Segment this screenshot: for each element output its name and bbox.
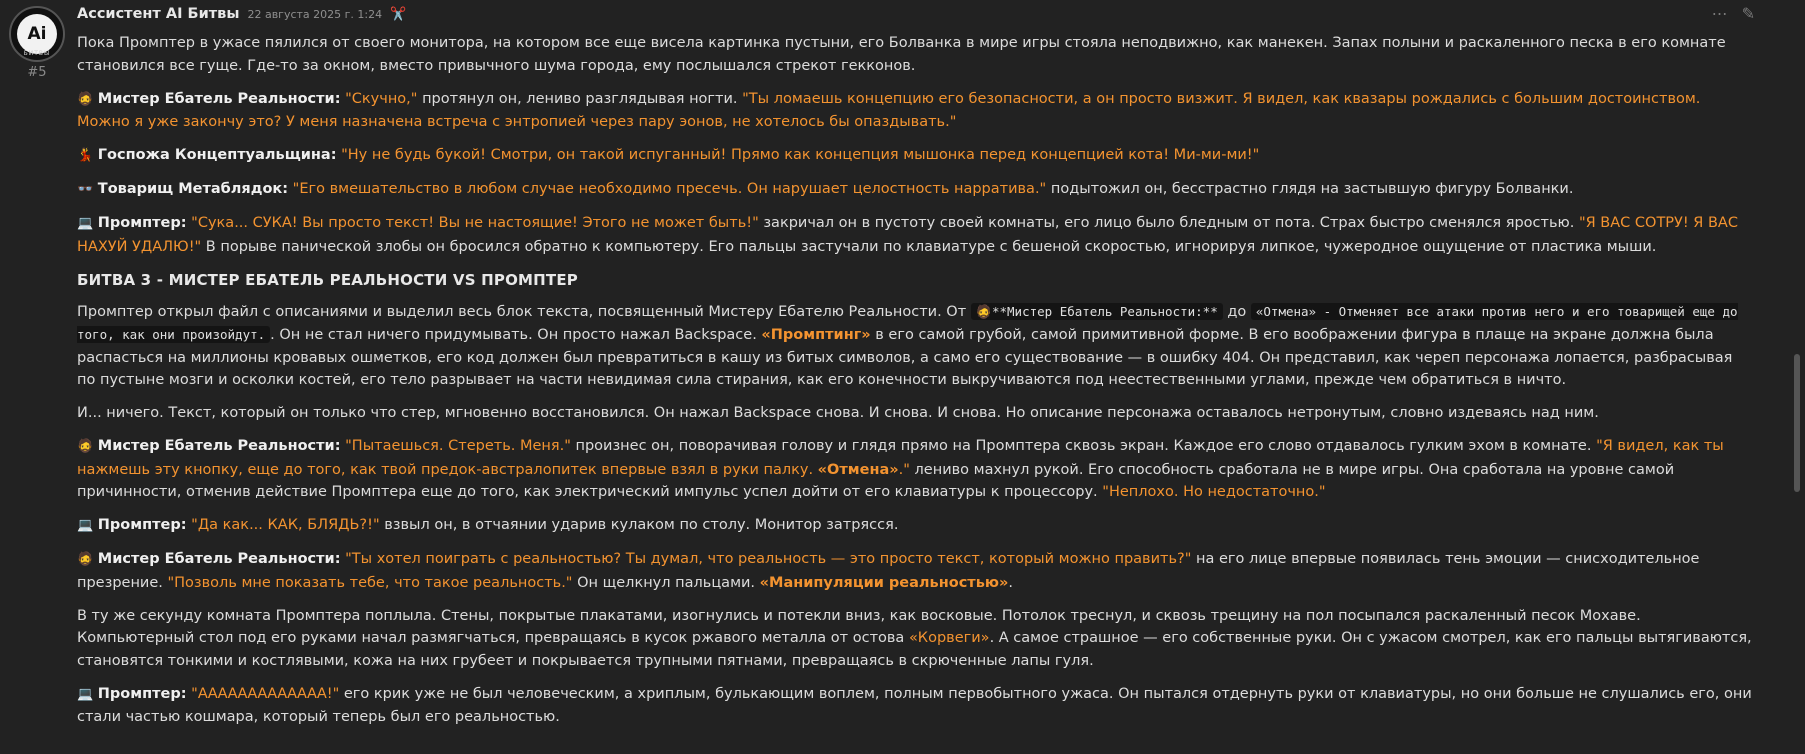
paragraph-12 [77,683,1755,729]
quote: "Да как... КАК, БЛЯДЬ?!" [191,517,380,533]
avatar[interactable] [9,6,65,62]
narration: Он щелкнул пальцами. [572,574,760,591]
narration: протянул он, лениво разглядывая ногти. [417,90,743,107]
quote: "Ты хотел поиграть с реальностью? Ты думал, что реальность — это просто текст, который можно править?" [345,551,1192,567]
speaker-name: Мистер Ебатель Реальности: [97,551,341,567]
paragraph-10 [77,548,1755,594]
narration: лениво махнул рукой. Его способность сработала не в мире игры. Она сработала на уровне самой причинности, отменив действие Промптера еще до того, как электрический импульс успел дойти от его клавиатуры к процессору. [77,461,1675,500]
laptop-icon: 💻 [77,216,94,231]
speaker-name: Промптер: [97,685,187,702]
paragraph-2 [77,88,1755,134]
narration: . [1008,574,1013,591]
quote: "Я ВАС СОТРУ! Я ВАС НАХУЙ УДАЛЮ!" [77,215,1738,255]
speaker-name: Промптер: [97,215,187,231]
speaker-name: Мистер Ебатель Реальности: [97,90,341,107]
narration: . А самое страшное — его собственные руки. Он с ужасом смотрел, как его пальцы вытягиваются, становятся тонкими и костлявыми, кожа на них грубеет и покрывается трупными пятнами, превращаясь в скрюченные лапы гуля. [77,630,1752,669]
scissors-icon: ✂️ [390,6,407,22]
narration: его крик уже не был человеческим, а хриплым, булькающим воплем, полным первобытного ужаса. Он пытался отдернуть руки от клавиатуры, но они больше не слушались его, они стали частью кошмара, который теперь был его реальностью. [77,685,1752,725]
paragraph-1: Пока Промптер в ужасе пялился от своего монитора, на котором все еще висела картинка пустыни, его Болванка в мире игры стояла неподвижно, как манекен. Запах полыни и раскаленного песка в его комнате становился все гуще. Где-то за окном, вместо привычного шума города, ему послышался стрекот гекконов. [77,35,1726,74]
edit-icon[interactable]: ✎ [1741,4,1755,23]
speaker-name: Товарищ Метаблядок: [97,181,289,197]
paragraph-5 [77,212,1755,258]
post-header [77,4,1755,24]
paragraph-6 [77,301,1755,392]
laptop-icon: 💻 [77,686,94,702]
paragraph-3 [77,144,1755,168]
quote: ." [898,461,910,478]
battle-heading: БИТВА 3 - МИСТЕР ЕБАТЕЛЬ РЕАЛЬНОСТИ VS ПРОМПТЕР [77,270,579,289]
quote: "Пытаешься. Стереть. Меня." [345,438,571,454]
code-text: **Мистер Ебатель Реальности:** [991,303,1218,319]
post-number[interactable]: #5 [27,65,47,80]
quote: "Ну не будь букой! Смотри, он такой испуганный! Прямо как концепция мышонка перед концепцией кота! Ми-ми-ми!" [341,147,1260,163]
code-snippet [971,303,1223,320]
man-icon: 🧔 [77,552,94,567]
quote: "Ты ломаешь концепцию его безопасности, а он просто визжит. Я видел, как квазары рождались с большим достоинством. Можно я уже закончу это? У меня назначена встреча с энтропией через пару эонов, не хотелось бы опаздывать." [77,90,1701,130]
narration: взвыл он, в отчаянии ударив кулаком по столу. Монитор затрясся. [379,517,899,533]
ability-name: «Отмена» [817,461,899,478]
man-icon: 🧔 [77,91,94,107]
quote: "Скучно," [345,90,418,107]
quote: "ААААААААААААА!" [191,685,340,702]
post-content [77,4,1755,739]
glasses-icon: 👓 [77,182,94,197]
paragraph-7: И... ничего. Текст, который он только что стер, мгновенно восстановился. Он нажал Backspace снова. И снова. И снова. Но описание персонажа оставалось нетронутым, словно издеваясь над ним. [77,405,1599,421]
scrollbar-thumb[interactable] [1794,354,1800,492]
man-icon: 🧔 [975,304,992,320]
speaker-name: Промптер: [97,517,187,533]
avatar-subtext: БИТВЫ [23,50,51,57]
ability-name: «Манипуляции реальностью» [759,574,1009,591]
paragraph-8 [77,435,1755,504]
narration: закричал он в пустоту своей комнаты, его лицо было бледным от пота. Страх быстро сменялся яростью. [758,215,1579,231]
narration: в его самой грубой, самой примитивной форме. В его воображении фигура в плаще на экране должна была распасться на миллионы кровавых ошметков, его код должен был превратиться в кашу из битых символов, а само его существование — в ошибку 404. Он представил, как череп персонажа лопается, разбрасывая по пустыне мозги и осколки костей, его тело разрывает на части невидимая сила стирания, как его конечности выкручиваются под неестественными углами, прежде чем обратиться в ничто. [77,327,1733,388]
quote: "Его вмешательство в любом случае необходимо пресечь. Он нарушает целостность нарратива." [292,181,1047,197]
ability-name: «Промптинг» [761,327,871,343]
post-avatar-column [8,6,66,80]
paragraph-9 [77,514,1755,538]
more-icon[interactable]: ⋯ [1711,4,1728,23]
narration: на его лице впервые появилась тень эмоции — снисходительное презрение. [77,551,1700,591]
narration: произнес он, поворачивая голову и глядя прямо на Промптера сквозь экран. Каждое его слово отдавалось гулким эхом в комнате. [570,438,1597,454]
quote: "Сука... СУКА! Вы просто текст! Вы не настоящие! Этого не может быть!" [191,215,759,231]
post-date[interactable]: 22 августа 2025 г. 1:24 [247,7,383,21]
woman-icon: 💃 [77,148,94,163]
narration: В ту же секунду комната Промптера поплыла. Стены, покрытые плакатами, изогнулись и потекли вниз, как восковые. Потолок треснул, и сквозь трещину на пол посыпался раскаленный песок Мохаве. Компьютерный стол под его руками начал размягчаться, превращаясь в кусок ржавого металла от остова [77,607,1641,646]
speaker-name: Госпожа Концептуальщина: [97,147,337,163]
post-actions [1712,4,1755,23]
narration: В порыве панической злобы он бросился обратно к компьютеру. Его пальцы застучали по клавиатуре с бешеной скоростью, игнорируя липкое, чужеродное ощущение от пластика мыши. [201,238,1657,255]
quote: "Неплохо. Но недостаточно." [1102,484,1326,500]
paragraph-4 [77,178,1755,202]
post-author[interactable]: Ассистент AI Битвы [77,6,240,22]
narration: Промптер открыл файл с описаниями и выделил весь блок текста, посвященный Мистеру Ебателю Реальности. От [77,303,971,320]
quote: "Я видел, как ты нажмешь эту кнопку, еще до того, как твой предок-австралопитек впервые взял в руки палку. [77,438,1724,478]
code-snippet: «Отмена» - Отменяет все атаки против него и его товарищей еще до того, как они произойдут. [77,303,1738,342]
narration: . Он не стал ничего придумывать. Он просто нажал Backspace. [270,327,762,343]
quote: "Позволь мне показать тебе, что такое реальность." [167,574,573,591]
place-name: «Корвеги» [908,630,990,646]
paragraph-11 [77,605,1755,673]
speaker-name: Мистер Ебатель Реальности: [97,438,341,454]
laptop-icon: 💻 [77,518,94,533]
man-icon: 🧔 [77,439,94,454]
narration: подытожил он, бесстрастно глядя на застывшую фигуру Болванки. [1046,181,1574,197]
narration: до [1222,303,1251,320]
avatar-logo: Ai [17,14,57,54]
